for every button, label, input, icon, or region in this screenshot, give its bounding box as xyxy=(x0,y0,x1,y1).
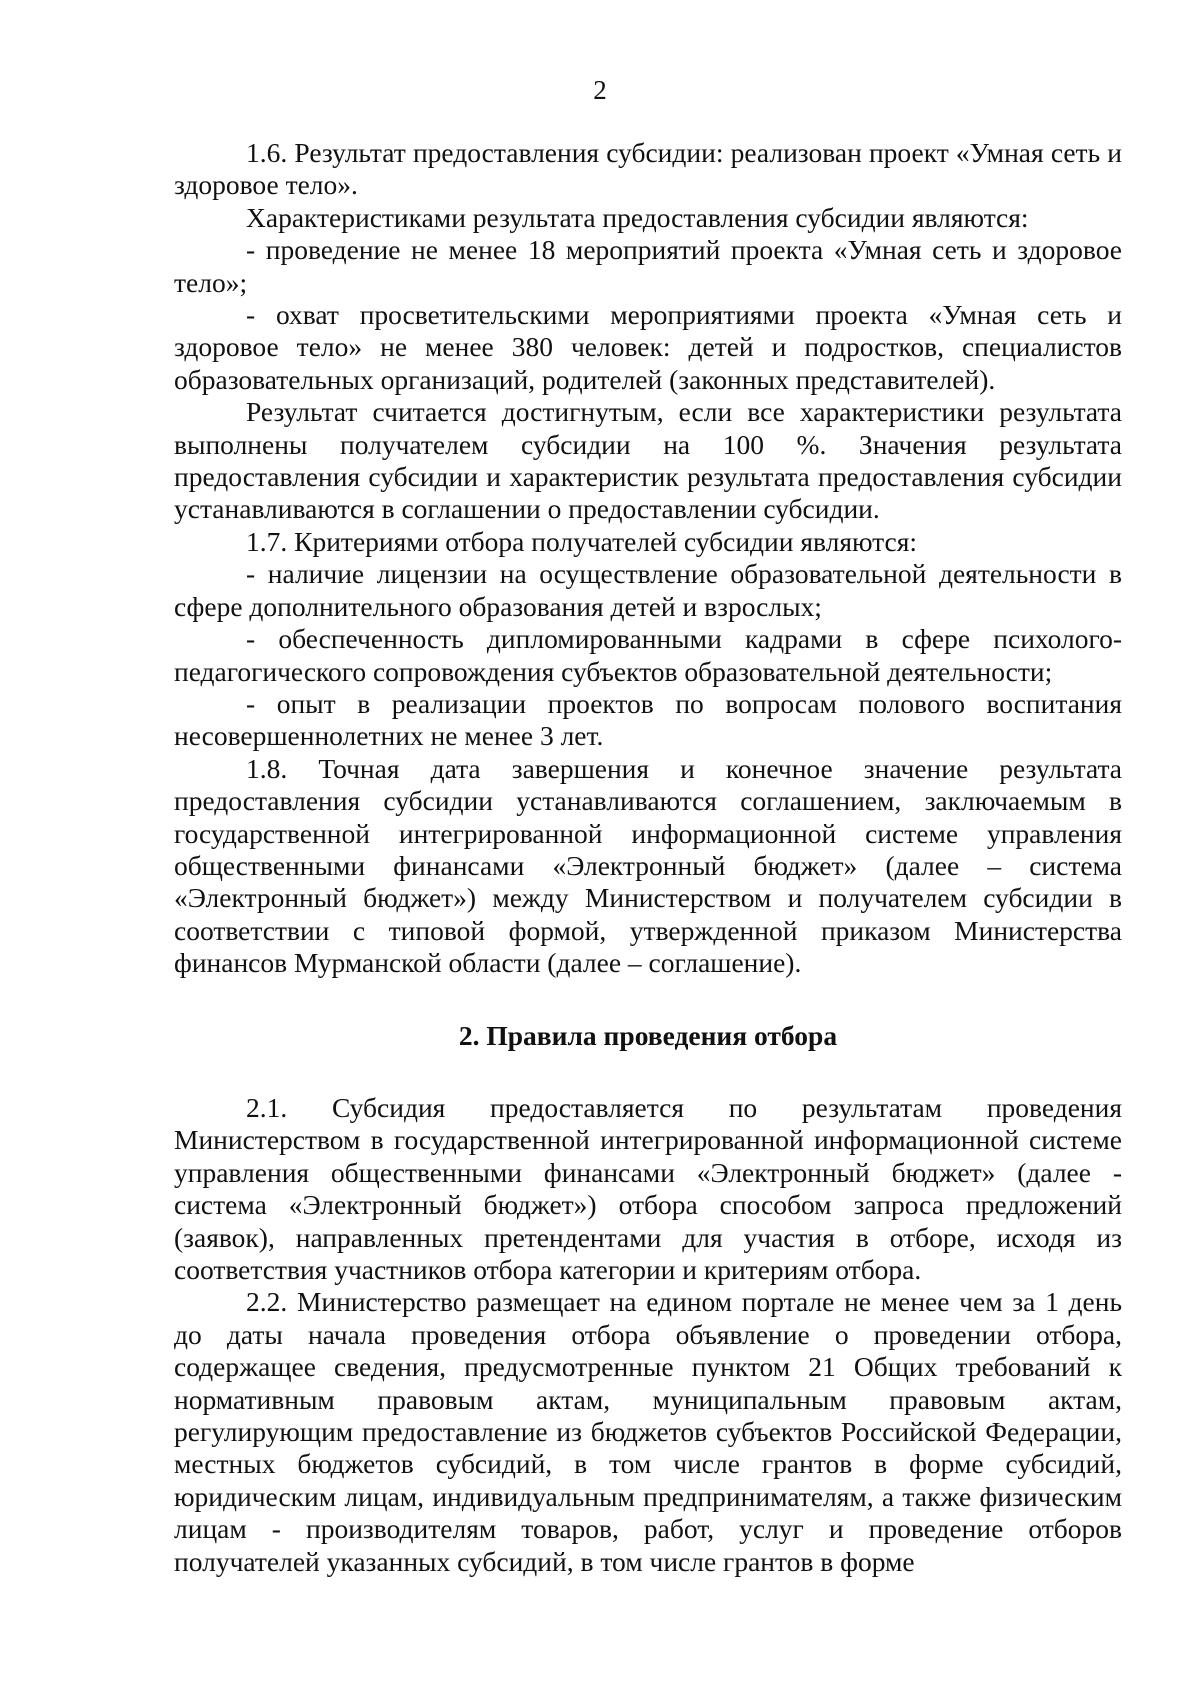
paragraph: - охват просветительскими мероприятиями проекта «Умная сеть и здоровое тело» не менее 380 человек: детей и подростков, специалистов образовательных организаций, родителей (законных представителей). xyxy=(174,299,1122,395)
paragraph: - проведение не менее 18 мероприятий проекта «Умная сеть и здоровое тело»; xyxy=(174,234,1122,298)
paragraph: Результат считается достигнутым, если все характеристики результата выполнены получателем субсидии на 100 %. Значения результата предоставления субсидии и характеристик результата предоставления субсидии устанавливаются в соглашении о предоставлении субсидии. xyxy=(174,396,1122,525)
paragraph: - наличие лицензии на осуществление образовательной деятельности в сфере дополнительного образования детей и взрослых; xyxy=(174,558,1122,622)
section-heading: 2. Правила проведения отбора xyxy=(458,1019,838,1051)
document-body xyxy=(174,137,1122,1578)
paragraph: - опыт в реализации проектов по вопросам полового воспитания несовершеннолетних не менее 3 лет. xyxy=(174,687,1122,752)
page-number: 2 xyxy=(593,75,607,105)
paragraph: - обеспеченность дипломированными кадрами в сфере психолого-педагогического сопровождения субъектов образовательной деятельности; xyxy=(174,623,1122,687)
paragraph: 1.6. Результат предоставления субсидии: реализован проект «Умная сеть и здоровое тело». xyxy=(174,137,1122,201)
paragraph: 1.7. Критериями отбора получателей субсидии являются: xyxy=(246,525,918,557)
paragraph: 1.8. Точная дата завершения и конечное значение результата предоставления субсидии устанавливаются соглашением, заключаемым в государственной интегрированной информационной системе управления общественными финансами «Электронный бюджет» (далее – система «Электронный бюджет») между Министерством и получателем субсидии в соответствии с типовой формой, утвержденной приказом Министерства финансов Мурманской области (далее – соглашение). xyxy=(174,752,1122,979)
paragraph: 2.2. Министерство размещает на едином портале не менее чем за 1 день до даты начала проведения отбора объявление о проведении отбора, содержащее сведения, предусмотренные пунктом 21 Общих требований к нормативным правовым актам, муниципальным правовым актам, регулирующим предоставление из бюджетов субъектов Российской Федерации, местных бюджетов субсидий, в том числе грантов в форме субсидий, юридическим лицам, индивидуальным предпринимателям, а также физическим лицам - производителям товаров, работ, услуг и проведение отборов получателей указанных субсидий, в том числе грантов в форме xyxy=(174,1286,1122,1577)
paragraph: Характеристиками результата предоставления субсидии являются: xyxy=(246,201,1029,233)
paragraph: 2.1. Субсидия предоставляется по результатам проведения Министерством в государственной интегрированной информационной системе управления общественными финансами «Электронный бюджет» (далее - система «Электронный бюджет») отбора способом запроса предложений (заявок), направленных претендентами для участия в отборе, исходя из соответствия участников отбора категории и критериям отбора. xyxy=(174,1091,1122,1285)
